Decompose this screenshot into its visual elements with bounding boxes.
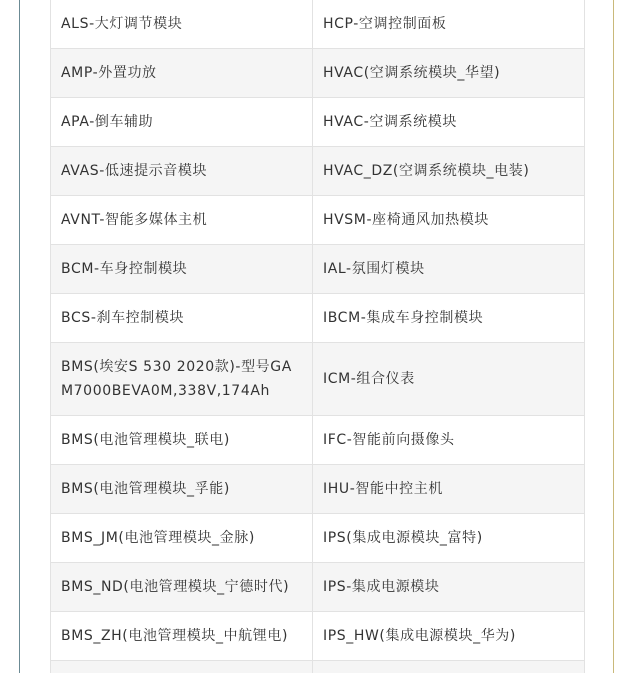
table-row (51, 294, 585, 343)
table-cell-left: ALS-大灯调节模块 (51, 0, 313, 49)
table-cell-left: AMP-外置功放 (51, 49, 313, 98)
table-cell-left: BMS(电池管理模块_孚能) (51, 465, 313, 514)
table-cell-right: ICM-组合仪表 (313, 343, 585, 416)
table-cell-left: BMS_ZH(电池管理模块_中航锂电) (51, 612, 313, 661)
table-row (51, 343, 585, 416)
left-border-line (19, 0, 20, 673)
table-cell-right: IFC-智能前向摄像头 (313, 416, 585, 465)
table-cell-right: IPS_HW(集成电源模块_华为) (313, 612, 585, 661)
table-cell-left: APA-倒车辅助 (51, 98, 313, 147)
table-row (51, 147, 585, 196)
table-row (51, 98, 585, 147)
table-cell-right: HVAC(空调系统模块_华望) (313, 49, 585, 98)
table-cell-left: BMS(电池管理模块_联电) (51, 416, 313, 465)
table-cell-left: BCS-刹车控制模块 (51, 294, 313, 343)
table-cell-right: IBCM-集成车身控制模块 (313, 294, 585, 343)
table-cell-right: HVAC_DZ(空调系统模块_电装) (313, 147, 585, 196)
table-row (51, 0, 585, 49)
table-row (51, 465, 585, 514)
table-cell-right (313, 661, 585, 673)
table-row (51, 661, 585, 673)
table-cell-left: AVAS-低速提示音模块 (51, 147, 313, 196)
table-cell-left: BMS(埃安S 530 2020款)-型号GAM7000BEVA0M,338V,174Ah (51, 343, 313, 416)
table-cell-right: HVSM-座椅通风加热模块 (313, 196, 585, 245)
table-row (51, 612, 585, 661)
table-cell-left: AVNT-智能多媒体主机 (51, 196, 313, 245)
table-row (51, 49, 585, 98)
table-cell-left: BCM-车身控制模块 (51, 245, 313, 294)
table-row (51, 245, 585, 294)
table-cell-left (51, 661, 313, 673)
table-cell-right: IHU-智能中控主机 (313, 465, 585, 514)
module-table (50, 0, 585, 673)
table-cell-right: IAL-氛围灯模块 (313, 245, 585, 294)
table-row (51, 563, 585, 612)
table-cell-right: IPS-集成电源模块 (313, 563, 585, 612)
right-border-line (613, 0, 614, 673)
table-row (51, 196, 585, 245)
table-cell-left: BMS_JM(电池管理模块_金脉) (51, 514, 313, 563)
table-row (51, 416, 585, 465)
table-cell-right: HVAC-空调系统模块 (313, 98, 585, 147)
table-cell-left: BMS_ND(电池管理模块_宁德时代) (51, 563, 313, 612)
table-cell-right: IPS(集成电源模块_富特) (313, 514, 585, 563)
table-row (51, 514, 585, 563)
table-cell-right: HCP-空调控制面板 (313, 0, 585, 49)
